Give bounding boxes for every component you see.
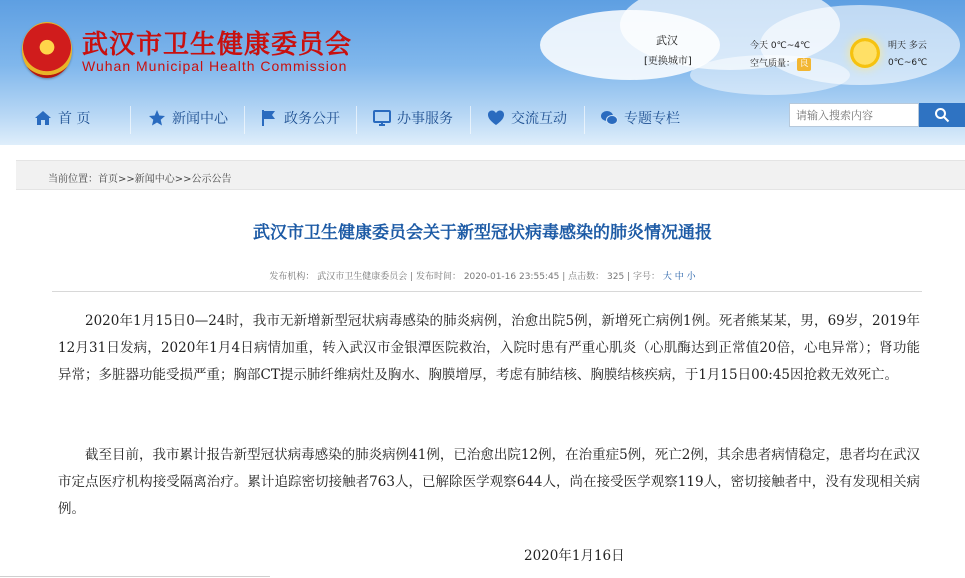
star-icon [148,109,166,127]
nav-label: 首 页 [58,111,91,127]
nav-divider [584,106,585,134]
divider [0,576,270,577]
weather-tomorrow-temp: 0℃~6℃ [888,58,928,68]
nav-divider [470,106,471,134]
article-date: 2020年1月16日 [524,548,625,564]
home-icon [34,109,52,127]
change-city-link[interactable]: [更换城市] [644,56,692,67]
nav-item-home[interactable] [34,98,90,138]
nav-label: 专题专栏 [624,111,680,127]
nav-item-services[interactable] [373,98,453,138]
weather-today: 今天 0℃~4℃ [750,41,811,51]
weather-tomorrow: 明天 多云 [888,41,927,51]
air-quality-badge: 良 [797,58,811,71]
site-title[interactable]: 武汉市卫生健康委员会 [82,30,353,60]
nav-item-interaction[interactable] [487,98,567,138]
divider [52,291,922,292]
article-meta-info: 发布机构： 武汉市卫生健康委员会 | 发布时间： 2020-01-16 23:55:45 | 点击数： 325 | 字号： [269,272,660,282]
search-icon [934,107,950,123]
font-size-large-link[interactable]: 大 [662,272,672,282]
flag-icon [260,109,278,127]
breadcrumb [16,160,965,190]
search-button[interactable] [919,103,965,127]
air-quality-label: 空气质量： [750,59,796,69]
heart-icon [487,109,505,127]
article-meta [0,269,965,282]
nav-item-news[interactable] [148,98,228,138]
chat-icon [600,109,618,127]
nav-item-topics[interactable] [600,98,680,138]
search-input[interactable] [789,103,919,127]
site-header [0,0,965,145]
nav-divider [356,106,357,134]
article-title: 武汉市卫生健康委员会关于新型冠状病毒感染的肺炎情况通报 [253,223,712,243]
nav-label: 交流互动 [511,111,567,127]
weather-city: 武汉 [656,34,678,47]
nav-label: 新闻中心 [172,111,228,127]
article-paragraph: 2020年1月15日0—24时，我市无新增新型冠状病毒感染的肺炎病例，治愈出院5例，新增死亡病例1例。死者熊某某，男，69岁，2019年12月31日发病，2020年1月4日病情加重，转入武汉市金银潭医院救治，入院时患有严重心肌炎（心肌酶达到正常值20倍，心电异常）；肾功能异常；多脏器功能受损严重；胸部CT提示肺纤维病灶及胸水、胸膜增厚，考虑有肺结核、胸膜结核疾病，于1月15日00:45因抢救无效死亡。 [58,313,920,383]
font-size-medium-link[interactable]: 中 [674,272,684,282]
site-subtitle: Wuhan Municipal Health Commission [82,58,348,74]
sun-weather-icon [850,38,880,68]
breadcrumb-text[interactable]: 当前位置：首页>>新闻中心>>公示公告 [48,174,232,185]
font-size-small-link[interactable]: 小 [686,272,696,282]
nav-item-gov-affairs[interactable] [260,98,340,138]
air-quality [750,56,811,71]
nav-divider [130,106,131,134]
nav-label: 办事服务 [397,111,453,127]
nav-divider [244,106,245,134]
national-emblem-logo[interactable] [22,22,72,78]
monitor-icon [373,109,391,127]
nav-label: 政务公开 [284,111,340,127]
article-paragraph: 截至目前，我市累计报告新型冠状病毒感染的肺炎病例41例，已治愈出院12例，在治重症5例，死亡2例，其余患者病情稳定，患者均在武汉市定点医疗机构接受隔离治疗。累计追踪密切接触者763人，已解除医学观察644人，尚在接受医学观察119人，密切接触者中，没有发现相关病例。 [58,447,920,517]
